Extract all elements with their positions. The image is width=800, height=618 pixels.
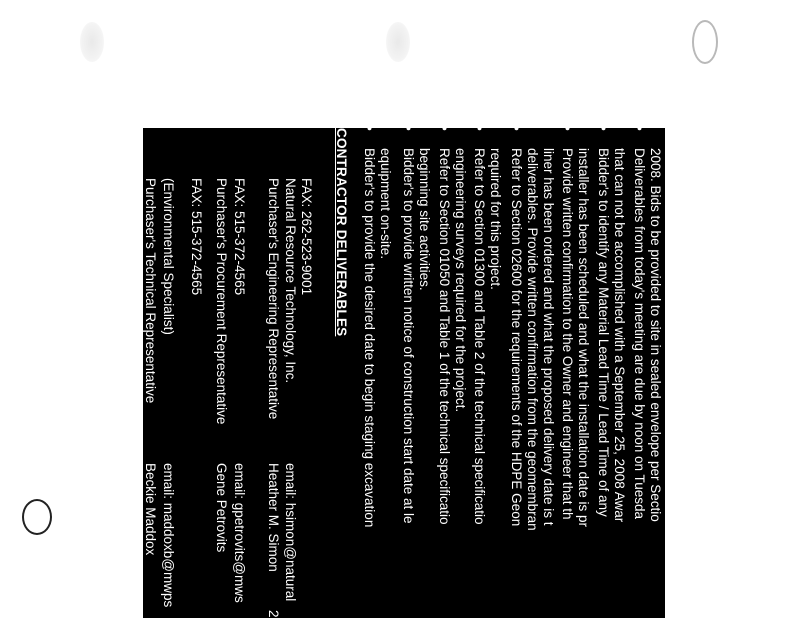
tech-rep-fax: FAX: 515-372-4565 — [189, 178, 204, 296]
tech-rep-email: email: maddoxb@mwps — [161, 463, 176, 608]
deliverable-5-line1: Refer to Section 02600 for the requirements of the HDPE Geon — [509, 148, 524, 527]
margin-page-mark: 2 — [266, 610, 281, 618]
punch-hole-bottom-left — [22, 499, 52, 535]
deliverable-3-line1: Refer to Section 01050 and Table 1 of the technical specificatio — [437, 148, 452, 525]
deliverable-8-line2: 2008. Bids to be provided to site in sealed envelope per Sectio — [648, 148, 663, 522]
deliverable-7-line2: that can not be accomplished with a September 25, 2008 Awar — [612, 148, 627, 523]
tech-rep-label-line2: (Environmental Specialist) — [161, 178, 176, 335]
deliverable-2-line2: beginning site activities. — [417, 148, 432, 291]
punch-hole-shadow-left — [80, 22, 104, 62]
deliverables-heading: CONTRACTOR DELIVERABLES — [334, 128, 349, 337]
deliverable-2-line1: Bidder's to provide written notice of construction start date at le — [401, 148, 416, 524]
punch-hole-shadow-center — [386, 22, 410, 62]
bullet-icon: • — [596, 126, 611, 131]
tech-rep-label-line1: Purchaser's Technical Representative — [143, 178, 158, 404]
deliverable-1-line1: Bidder's to provide the desired date to begin staging excavation — [362, 148, 377, 528]
procurement-fax: FAX: 515-372-4565 — [232, 178, 247, 296]
deliverable-4-line1: Refer to Section 01300 and Table 2 of the technical specificatio — [472, 148, 487, 525]
bullet-icon: • — [362, 126, 377, 131]
document-text-body — [143, 126, 679, 618]
engineering-fax: FAX: 262-523-9001 — [299, 178, 314, 296]
deliverable-4-line2: required for this project. — [488, 148, 503, 290]
bullet-icon: • — [509, 126, 524, 131]
procurement-label: Purchaser's Procurement Representative — [214, 178, 229, 425]
rotated-document-page — [143, 126, 679, 618]
procurement-email: email: gpetrovits@mws — [232, 463, 247, 603]
bullet-icon: • — [437, 126, 452, 131]
deliverable-6-line1: Provide written confirmation to the Owner and engineer that th — [560, 148, 575, 520]
deliverable-5-line3: liner has been ordered and what the proposed delivery date is t — [541, 148, 556, 526]
procurement-name: Gene Petrovits — [214, 463, 229, 553]
punch-hole-right — [692, 20, 718, 64]
deliverable-8-line3: Instruction to Bidders documentation. — [664, 148, 679, 371]
deliverable-5-line2: deliverables. Provide written confirmation from the geomembran — [525, 148, 540, 531]
engineering-label-line2: Natural Resource Technology, Inc. — [283, 178, 298, 384]
deliverable-3-line2: engineering surveys required for the project. — [453, 148, 468, 413]
bullet-icon: • — [560, 126, 575, 131]
engineering-name: Heather M. Simon — [266, 463, 281, 572]
engineering-label-line1: Purchaser's Engineering Representative — [266, 178, 281, 420]
deliverable-1-line2: equipment on-site. — [378, 148, 393, 260]
deliverable-8-line1: Deliverables from today's meeting are due by noon on Tuesda — [632, 148, 647, 520]
bullet-icon: • — [472, 126, 487, 131]
deliverable-7-line1: Bidder's to identify any Material Lead Time / Lead Time of any — [596, 148, 611, 517]
bullet-icon: • — [401, 126, 416, 131]
engineering-email: email: hsimon@natural — [283, 463, 298, 602]
tech-rep-name: Beckie Maddox — [143, 463, 158, 556]
deliverable-6-line2: installer has been scheduled and what the installation date is pr — [576, 148, 591, 527]
bullet-icon: • — [632, 126, 647, 131]
